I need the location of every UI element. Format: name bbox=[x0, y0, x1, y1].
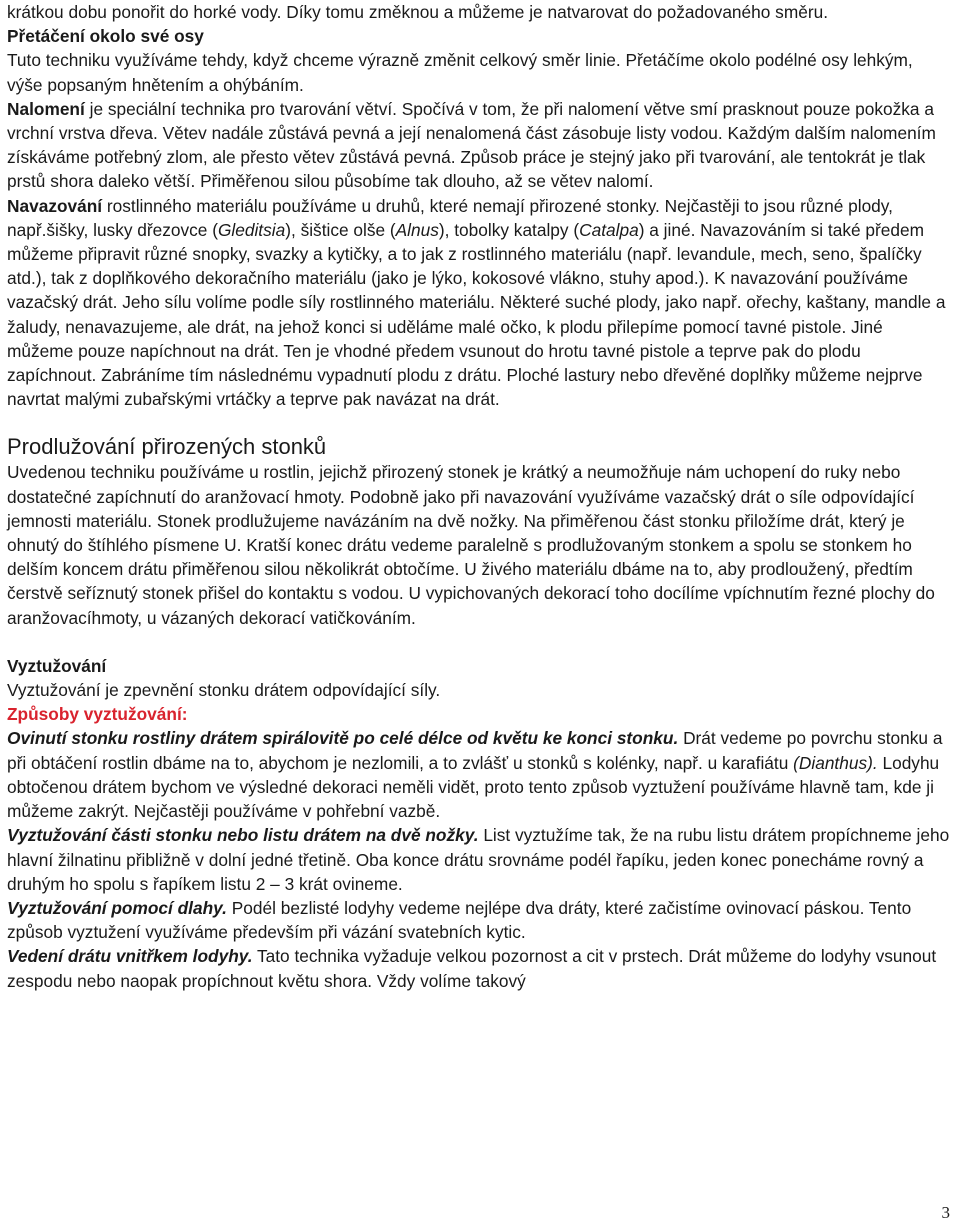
page-number: 3 bbox=[941, 1203, 950, 1222]
term-nalomeni: Nalomení bbox=[7, 98, 85, 119]
latin-gleditsia: Gleditsia bbox=[217, 219, 286, 240]
latin-alnus: Alnus bbox=[395, 219, 439, 240]
paragraph-intro: krátkou dobu ponořit do horké vody. Díky tomu změknou a můžeme je natvarovat do požadovaného směru. bbox=[7, 2, 828, 22]
subheading-pretaceni bbox=[7, 24, 952, 48]
paragraph-prodluzovani: Uvedenou techniku používáme u rostlin, jejichž přirozený stonek je krátký a neumožňuje nám uchopení do ruky nebo dostatečné zapíchnutí do aranžovací hmoty. Podobně jako při navazování využíváme vazačský drát o síle odpovídající jemnosti materiálu. Stonek prodlužujeme navázáním na dvě nožky. Na přiměřenou část stonku přiložíme drát, který je ohnutý do štíhlého písmene U. Kratší konec drátu vedeme paralelně s prodlužovaným stonkem a spolu se stonkem ho delším koncem drátu přiměřenou silou několikrát obtočíme. U živého materiálu dbáme na to, aby prodloužený, předtím čerstvě seříznutý stonek přišel do kontaktu s vodou. U vypichovaných dekorací toho docílíme vpíchnutím řezné plochy do aranžovacíhmoty, u vázaných dekorací vatičkováním. bbox=[7, 462, 935, 628]
navazovani-text-b: ), šištice olše ( bbox=[285, 219, 396, 240]
method-ovinuti-text-b: Lodyhu obtočenou drátem bychom ve výsledné dekoraci neměli vidět, proto tento způsob vyztužení používáme hlavně tam, kde ji můžeme zakrýt. Nejčastěji používáme v pohřební vazbě. bbox=[7, 752, 940, 822]
document-page bbox=[7, 0, 952, 993]
section-heading-vyztuzovani-label: Vyztužování bbox=[7, 655, 107, 676]
method-ovinuti-title: Ovinutí stonku rostliny drátem spirálovitě po celé délce od květu ke konci stonku. bbox=[7, 728, 679, 749]
navazovani-text-c: ), tobolky katalpy ( bbox=[438, 219, 580, 240]
spacer bbox=[7, 630, 952, 654]
method-ovinuti-text-a: Drát vedeme po povrchu stonku a při obtáčení rostlin dbáme na to, abychom je nezlomili, a to zvlášť u stonků s kolénky, např. u karafiátu bbox=[7, 728, 943, 773]
method-dve-nozky-title: Vyztužování části stonku nebo listu drátem na dvě nožky. bbox=[7, 825, 479, 846]
method-dve-nozky-text: List vyztužíme tak, že na rubu listu drátem propíchneme jeho hlavní žilnatinu přibližně v dolní jedné třetině. Oba konce drátu srovnáme podél řapíku, jeden konec ponecháme rovný a druhým ho spolu s řapíkem listu 2 – 3 krát ovineme. bbox=[7, 825, 950, 894]
paragraph-vyztuzovani-intro: Vyztužování je zpevnění stonku drátem odpovídající síly. bbox=[7, 680, 441, 701]
method-dlaha bbox=[7, 896, 952, 944]
latin-catalpa: Catalpa bbox=[579, 219, 639, 240]
paragraph-navazovani bbox=[7, 194, 952, 412]
method-dlaha-title: Vyztužování pomocí dlahy. bbox=[7, 897, 227, 918]
term-navazovani: Navazování bbox=[7, 195, 103, 216]
navazovani-text-d: ) a jiné. Navazováním si také předem můžeme připravit různé snopky, svazky a kytičky, a to jak z rostlinného materiálu (např. levandule, mech, seno, špalíčky atd.), tak z doplňkového dekoračního materiálu (jako je lýko, kokosové vlákno, stuhy apod.). K navazování používáme vazačský drát. Jeho sílu volíme podle síly rostlinného materiálu. Některé suché plody, jako např. ořechy, kaštany, mandle a žaludy, nenavazujeme, ale drát, na jehož konci si uděláme malé očko, k plodu přilepíme pomocí tavné pistole. Jiné můžeme pouze napíchnout na drát. Ten je vhodné předem vsunout do hrotu tavné pistole a teprve pak do plodu zapíchnout. Zabráníme tím následnému vypadnutí plodu z drátu. Ploché lastury nebo dřevěné doplňky můžeme nejprve navrtat malými zubařskými vrtáčky a teprve pak navázat na drát. bbox=[7, 219, 946, 410]
paragraph-pretaceni: Tuto techniku využíváme tehdy, když chceme výrazně změnit celkový směr linie. Přetáčíme okolo podélné osy lehkým, výše popsaným hnětením a ohýbáním. bbox=[7, 50, 913, 95]
paragraph-nalomeni bbox=[7, 97, 952, 194]
section-heading-prodluzovani: Prodlužování přirozených stonků bbox=[7, 434, 327, 460]
methods-heading bbox=[7, 702, 952, 726]
navazovani-text-a: rostlinného materiálu používáme u druhů, které nemají přirozené stonky. Nejčastěji to jsou různé plody, např.šišky, lusky dřezovce ( bbox=[7, 195, 893, 240]
method-dve-nozky bbox=[7, 823, 952, 896]
method-vedeni-dratu-title: Vedení drátu vnitřkem lodyhy. bbox=[7, 946, 253, 967]
method-vedeni-dratu bbox=[7, 944, 952, 992]
nalomeni-text: je speciální technika pro tvarování větví. Spočívá v tom, že při nalomení větve smí prasknout pouze pokožka a vrchní vrstva dřeva. Větev nadále zůstává pevná a její nenalomená část zásobuje listy vodou. Každým dalším nalomením získáváme potřebný zlom, ale přesto větev zůstává pevná. Způsob práce je stejný jako při tvarování, ale tentokrát je tlak prstů shora daleko větší. Přiměřenou silou působíme tak dlouho, až se větev nalomí. bbox=[7, 98, 936, 192]
method-vedeni-dratu-text: Tato technika vyžaduje velkou pozornost a cit v prstech. Drát můžeme do lodyhy vsunout zespodu nebo naopak propíchnout květu shora. Vždy volíme takový bbox=[7, 946, 937, 991]
method-ovinuti bbox=[7, 726, 952, 823]
latin-dianthus: (Dianthus). bbox=[793, 752, 878, 773]
subheading-pretaceni-label: Přetáčení okolo své osy bbox=[7, 26, 204, 47]
method-dlaha-text: Podél bezlisté lodyhy vedeme nejlépe dva dráty, které začistíme ovinovací páskou. Tento způsob vyztužení využíváme především při vázání svatebních kytic. bbox=[7, 897, 912, 943]
methods-heading-label: Způsoby vyztužování: bbox=[7, 704, 188, 725]
section-heading-vyztuzovani bbox=[7, 654, 952, 678]
